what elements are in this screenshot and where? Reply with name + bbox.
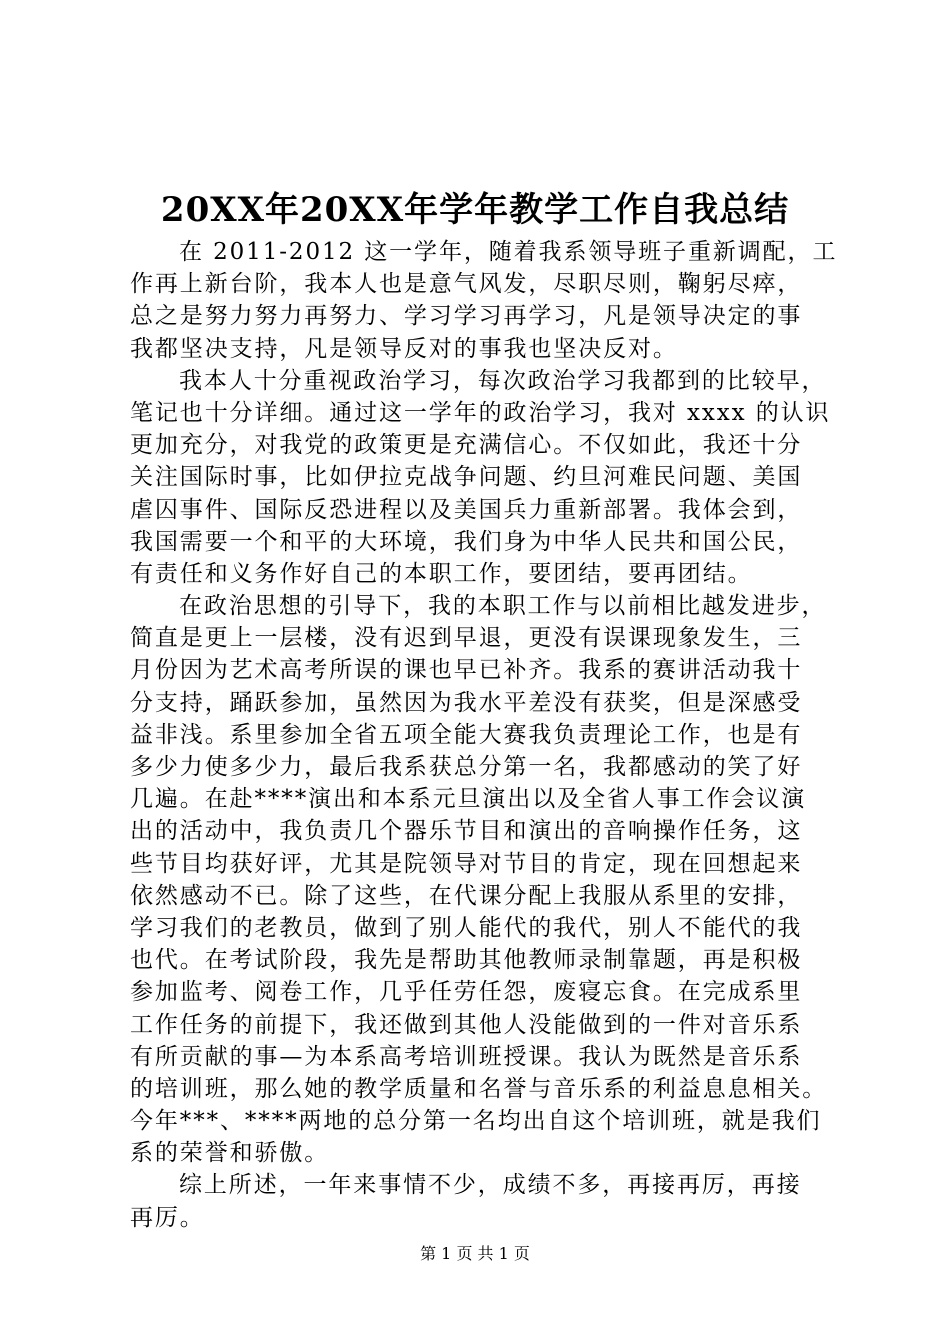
paragraph-line: 系的荣誉和骄傲。 bbox=[130, 1140, 330, 1167]
paragraph bbox=[130, 365, 855, 590]
paragraph bbox=[130, 1169, 855, 1233]
paragraph-line: 的培训班，那么她的教学质量和名誉与音乐系的利益息息相关。 bbox=[130, 1075, 828, 1102]
page-footer: 第 1 页 共 1 页 bbox=[420, 1244, 530, 1263]
paragraph-line: 更加充分，对我党的政策更是充满信心。不仅如此，我还十分 bbox=[130, 432, 803, 459]
paragraph bbox=[130, 236, 855, 365]
paragraph-line: 几遍。在赴****演出和本系元旦演出以及全省人事工作会议演 bbox=[130, 786, 807, 813]
paragraph-line: 在 2011-2012 这一学年，随着我系领导班子重新调配，工 bbox=[179, 239, 838, 265]
paragraph-line: 总之是努力努力再努力、学习学习再学习，凡是领导决定的事 bbox=[130, 303, 803, 330]
paragraph-line: 也代。在考试阶段，我先是帮助其他教师录制靠题，再是积极 bbox=[130, 947, 803, 974]
paragraph-line: 我本人十分重视政治学习，每次政治学习我都到的比较早， bbox=[179, 367, 827, 394]
paragraph-line: 关注国际时事，比如伊拉克战争问题、约旦河难民问题、美国 bbox=[130, 464, 803, 491]
paragraph-line: 再厉。 bbox=[130, 1204, 205, 1231]
paragraph-line: 虐囚事件、国际反恐进程以及美国兵力重新部署。我体会到， bbox=[130, 496, 803, 523]
paragraph-line: 在政治思想的引导下，我的本职工作与以前相比越发进步， bbox=[179, 593, 827, 620]
paragraph-line: 有所贡献的事—为本系高考培训班授课。我认为既然是音乐系 bbox=[130, 1043, 803, 1070]
paragraph-line: 出的活动中，我负责几个器乐节目和演出的音响操作任务，这 bbox=[130, 818, 803, 845]
paragraph-line: 我国需要一个和平的大环境，我们身为中华人民共和国公民， bbox=[130, 528, 803, 555]
paragraph-line: 简直是更上一层楼，没有迟到早退，更没有误课现象发生，三 bbox=[130, 625, 803, 652]
document-body bbox=[130, 236, 855, 1234]
paragraph-line: 有责任和义务作好自己的本职工作，要团结，要再团结。 bbox=[130, 560, 753, 587]
paragraph-line: 学习我们的老教员，做到了别人能代的我代，别人不能代的我 bbox=[130, 914, 803, 941]
paragraph-line: 多少力使多少力，最后我系获总分第一名，我都感动的笑了好 bbox=[130, 754, 803, 780]
paragraph-line: 参加监考、阅卷工作，几乎任劳任怨，废寝忘食。在完成系里 bbox=[130, 979, 803, 1006]
paragraph-line: 作再上新台阶，我本人也是意气风发，尽职尽则，鞠躬尽瘁， bbox=[130, 271, 803, 298]
paragraph-line: 月份因为艺术高考所误的课也早已补齐。我系的赛讲活动我十 bbox=[130, 657, 803, 684]
paragraph-line: 综上所述，一年来事情不少，成绩不多，再接再厉，再接 bbox=[179, 1172, 802, 1199]
paragraph-line: 我都坚决支持，凡是领导反对的事我也坚决反对。 bbox=[130, 335, 678, 362]
paragraph-line: 笔记也十分详细。通过这一学年的政治学习，我对 xxxx 的认识 bbox=[130, 399, 831, 426]
paragraph-line: 分支持，踊跃参加，虽然因为我水平差没有获奖，但是深感受 bbox=[130, 689, 803, 716]
paragraph-line: 益非浅。系里参加全省五项全能大赛我负责理论工作，也是有 bbox=[130, 721, 803, 748]
paragraph bbox=[130, 590, 855, 1169]
paragraph-line: 今年***、****两地的总分第一名均出自这个培训班，就是我们 bbox=[130, 1108, 822, 1135]
paragraph-line: 依然感动不已。除了这些，在代课分配上我服从系里的安排， bbox=[130, 882, 803, 909]
document-title: 20XX年20XX年学年教学工作自我总结 bbox=[160, 190, 790, 230]
paragraph-line: 些节目均获好评，尤其是院领导对节目的肯定，现在回想起来 bbox=[130, 850, 803, 877]
paragraph-line: 工作任务的前提下，我还做到其他人没能做到的一件对音乐系 bbox=[130, 1011, 803, 1038]
